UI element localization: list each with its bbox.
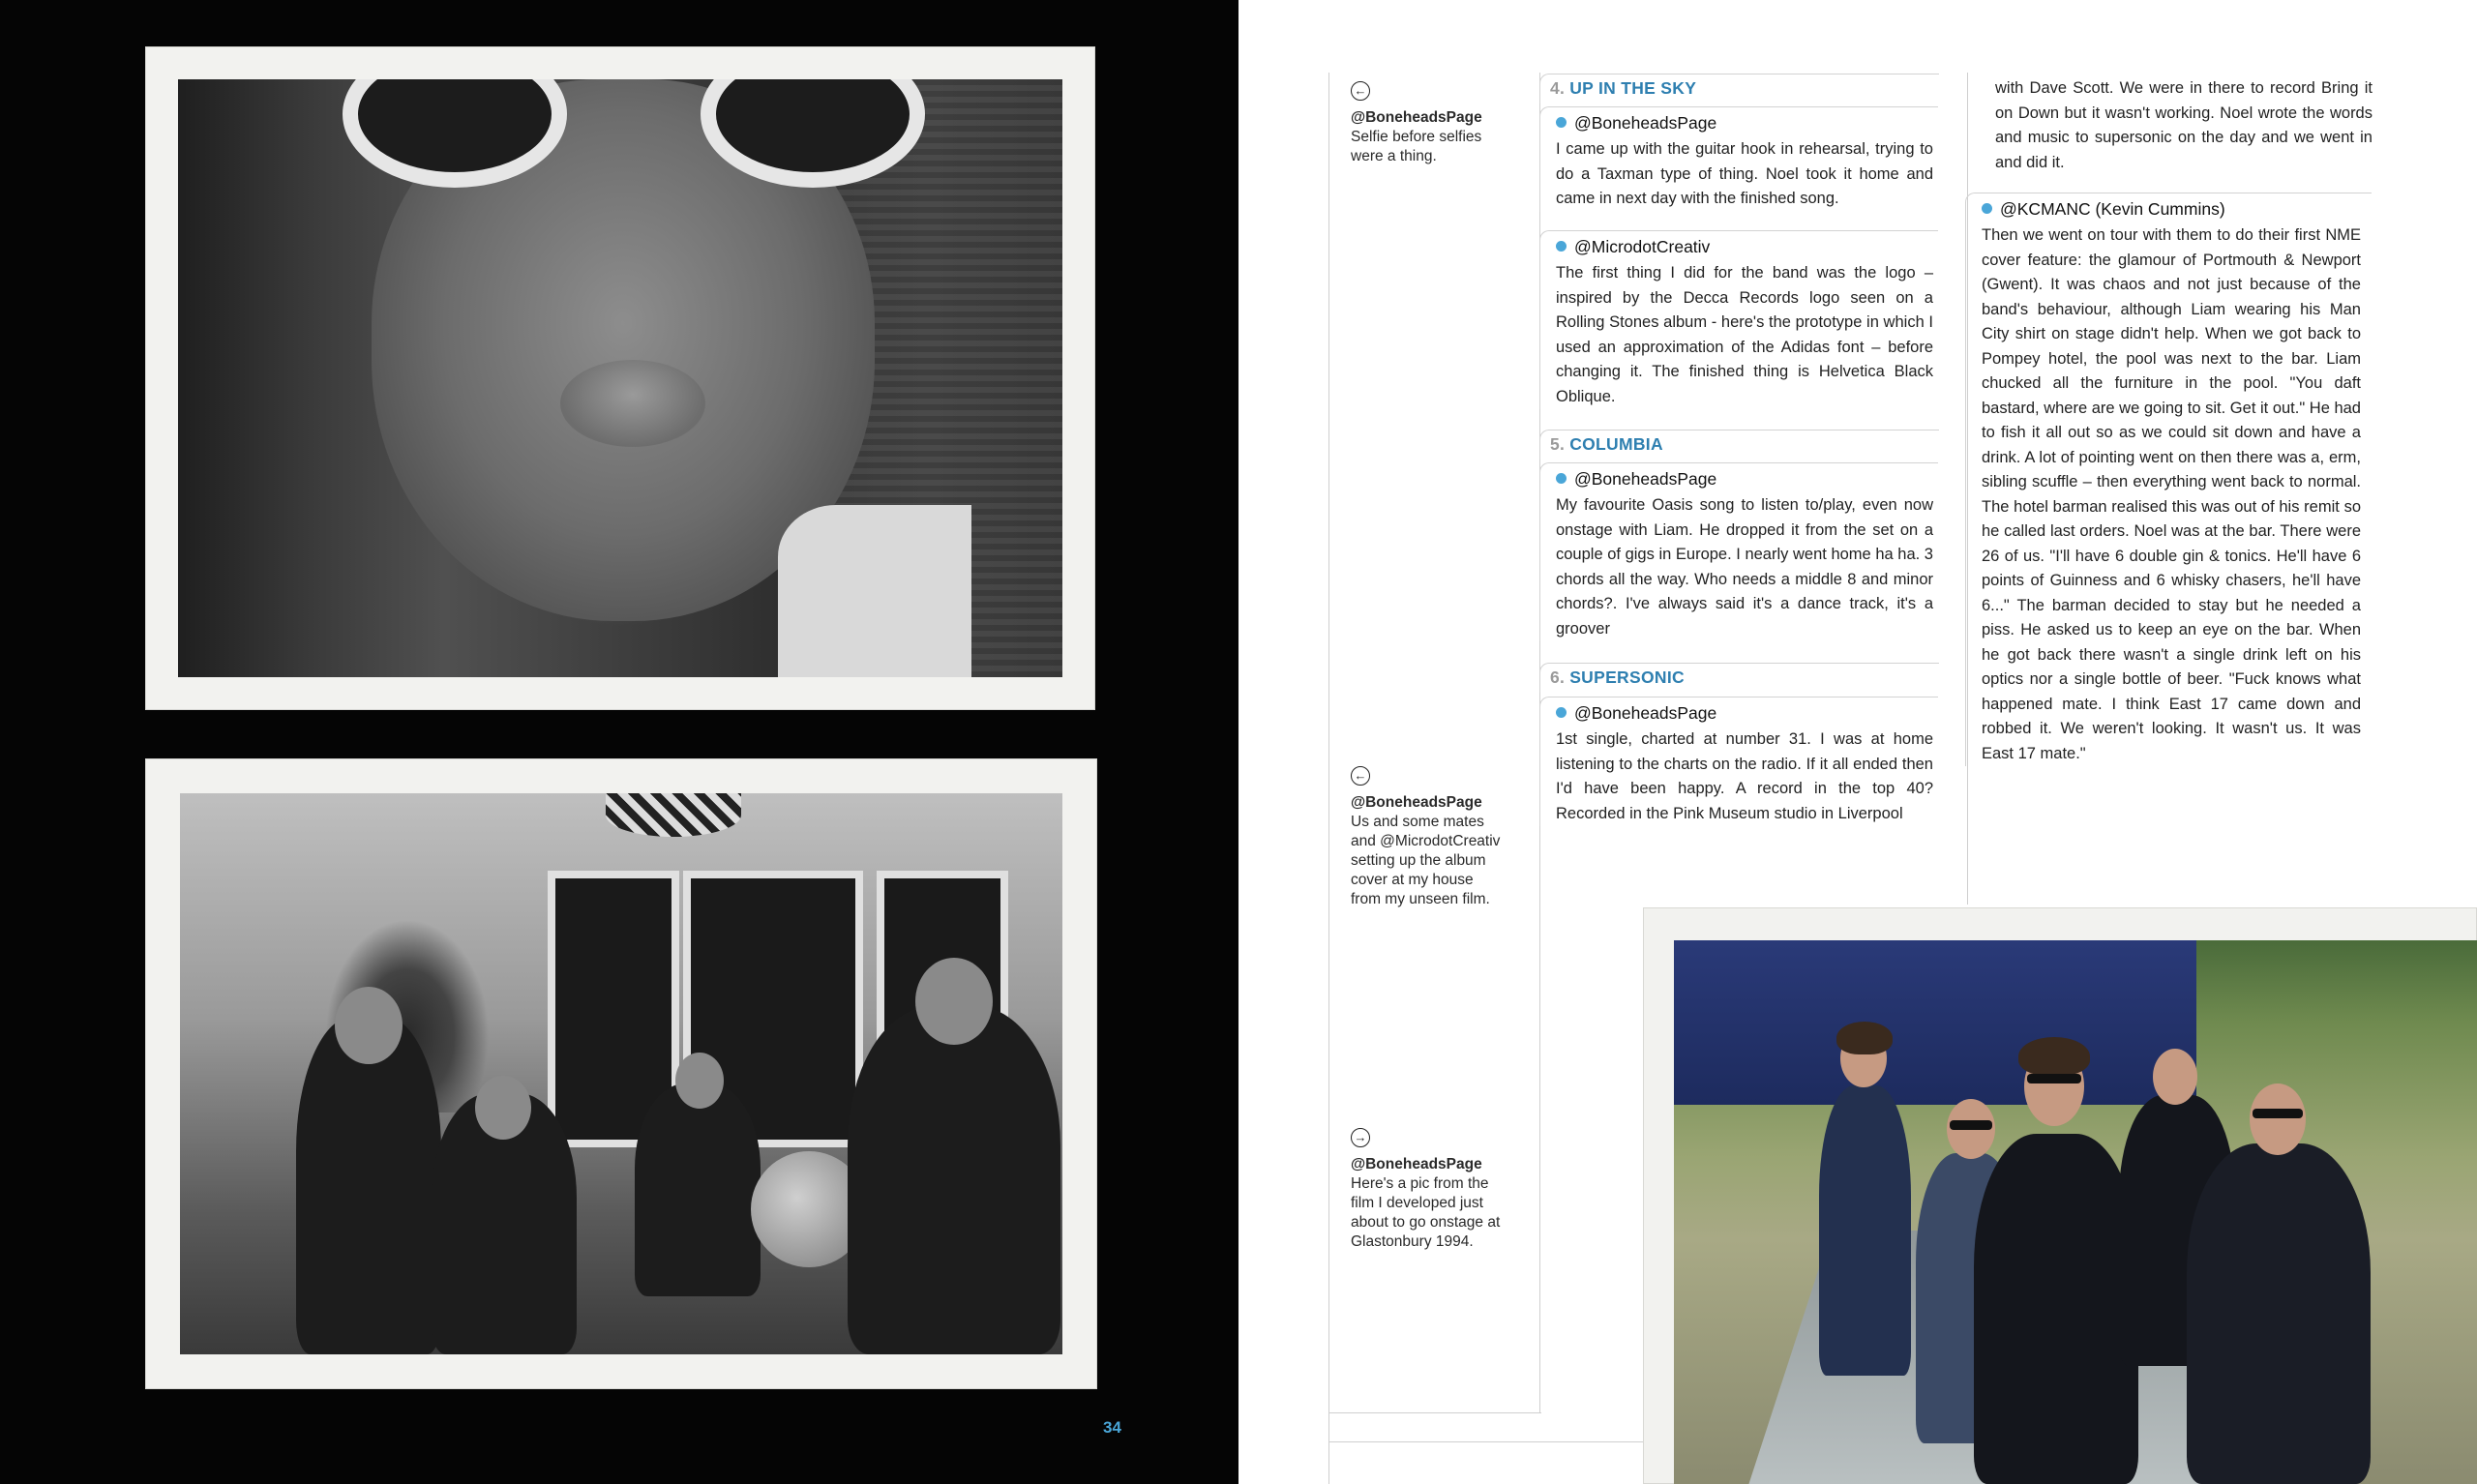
photo-caption	[1351, 766, 1506, 909]
caption-handle: @BoneheadsPage	[1351, 1156, 1482, 1172]
left-page	[0, 0, 1238, 1484]
tweet-handle: @BoneheadsPage	[1574, 113, 1717, 133]
tweet-handle: @MicrodotCreativ	[1574, 237, 1711, 256]
band-member-hair	[1836, 1022, 1893, 1054]
verified-dot-icon	[1556, 241, 1567, 252]
tweet	[1539, 230, 1938, 409]
right-page	[1238, 0, 2477, 1484]
bottom-rule	[1328, 1441, 1643, 1442]
continued-text: with Dave Scott. We were in there to record Bring it on Down but it wasn't working. Noel wrote the words and music to supersonic on the day and we went in and did it.	[1995, 79, 2373, 171]
caption-text: Selfie before selfies were a thing.	[1351, 129, 1482, 164]
section-number: 5.	[1550, 434, 1566, 454]
band-member	[1974, 1134, 2138, 1484]
arrow-left-icon: ←	[1351, 766, 1370, 786]
person	[635, 1083, 761, 1296]
tweet-text: Then we went on tour with them to do their first NME cover feature: the glamour of Portmouth & Newport (Gwent). It was chaos and not just because of the band's behaviour, although Liam wearing his Man City shirt on stage didn't help. When we got back to Pompey hotel, the pool was next to the bar. Liam chucked all the furniture in the pool. "You daft bastard, where are we going to sit. Get it out." He had to fish it all out so as we could sit down and have a drink. A lot of pointing went on then there was a, erm, sibling scuffle – then everything went back to normal. The hotel barman realised this was out of his remit so he called last orders. Noel was at the bar. There were 26 of us. "I'll have 6 double gin & tonics. He'll have 6 points of Guinness and 6 whisky chasers, he'll have 6..." The barman decided to stay but he needed a piss. He asked us to keep an eye on the bar. When he got back there wasn't a single drink left on his optics nor a single bottle of beer. "Fuck knows what happened mate. I think East 17 came down and robbed it. We weren't looking. It wasn't us. It was East 17 mate."	[1982, 226, 2361, 762]
section-title: UP IN THE SKY	[1569, 78, 1697, 98]
tweet	[1539, 462, 1938, 641]
tweet-handle: @BoneheadsPage	[1574, 703, 1717, 723]
band-member	[1819, 1085, 1911, 1376]
photo-caption	[1351, 81, 1506, 166]
shirt-collar	[778, 505, 971, 677]
tweet-handle: @BoneheadsPage	[1574, 469, 1717, 489]
tweet	[1539, 697, 1938, 826]
lamp-shade	[606, 793, 741, 837]
glastonbury-band-photo	[1674, 940, 2477, 1484]
section-title: COLUMBIA	[1569, 434, 1663, 454]
person-head	[915, 958, 993, 1045]
person-head	[475, 1076, 531, 1140]
arrow-right-icon: →	[1351, 1128, 1370, 1147]
tweet-handle: @KCMANC (Kevin Cummins)	[2000, 199, 2225, 219]
section-number: 4.	[1550, 78, 1566, 98]
band-member	[2187, 1143, 2371, 1484]
bottom-rule	[1328, 1412, 1541, 1413]
section-heading	[1539, 663, 1939, 693]
tweet	[1965, 193, 2372, 766]
verified-dot-icon	[1556, 707, 1567, 718]
page-number: 34	[1103, 1418, 1121, 1437]
pouting-lips	[560, 360, 705, 447]
person-head	[675, 1053, 724, 1109]
tweet-text: 1st single, charted at number 31. I was at home listening to the charts on the radio. If it all ended then I'd have been happy. A record in the top 40? Recorded in the Pink Museum studio in Liverpool	[1556, 730, 1933, 822]
arrow-left-icon: ←	[1351, 81, 1370, 101]
section-heading	[1539, 430, 1939, 460]
section-heading	[1539, 74, 1939, 104]
verified-dot-icon	[1982, 203, 1992, 214]
tweet-text: The first thing I did for the band was the logo – inspired by the Decca Records logo seen on a Rolling Stones album - here's the prototype in which I used an approximation of the Adidas font – before changing it. The finished thing is Helvetica Black Oblique.	[1556, 264, 1933, 405]
caption-handle: @BoneheadsPage	[1351, 794, 1482, 811]
blue-truck	[1674, 940, 2196, 1105]
section-number: 6.	[1550, 668, 1566, 687]
band-member-head	[2250, 1083, 2306, 1155]
band-member-hair	[2018, 1037, 2090, 1076]
person-head	[335, 987, 403, 1064]
album-cover-setup-photo	[180, 793, 1062, 1354]
caption-handle: @BoneheadsPage	[1351, 109, 1482, 126]
section-title: SUPERSONIC	[1569, 668, 1685, 687]
tweet-text: I came up with the guitar hook in rehearsal, trying to do a Taxman type of thing. Noel took it home and came in next day with the finished song.	[1556, 140, 1933, 207]
verified-dot-icon	[1556, 117, 1567, 128]
caption-text: Us and some mates and @MicrodotCreativ setting up the album cover at my house from my unseen film.	[1351, 814, 1501, 907]
band-member-head	[2153, 1049, 2197, 1105]
sunglasses	[2253, 1109, 2303, 1118]
column-rule	[1328, 73, 1329, 1484]
tweet	[1539, 106, 1938, 212]
sunglasses	[2027, 1074, 2081, 1083]
photo-caption	[1351, 1128, 1506, 1252]
verified-dot-icon	[1556, 473, 1567, 484]
tweet-text: My favourite Oasis song to listen to/play, even now onstage with Liam. He dropped it from the set on a couple of gigs in Europe. I nearly went home ha ha. 3 chords all the way. Who needs a middle 8 and minor chords?. I've always said it's a dance track, it's a groover	[1556, 496, 1933, 638]
caption-text: Here's a pic from the film I developed just about to go onstage at Glastonbury 1994.	[1351, 1175, 1501, 1250]
selfie-photo	[178, 79, 1062, 677]
sunglasses	[1950, 1120, 1992, 1130]
person	[296, 1016, 441, 1354]
person	[848, 1006, 1060, 1354]
